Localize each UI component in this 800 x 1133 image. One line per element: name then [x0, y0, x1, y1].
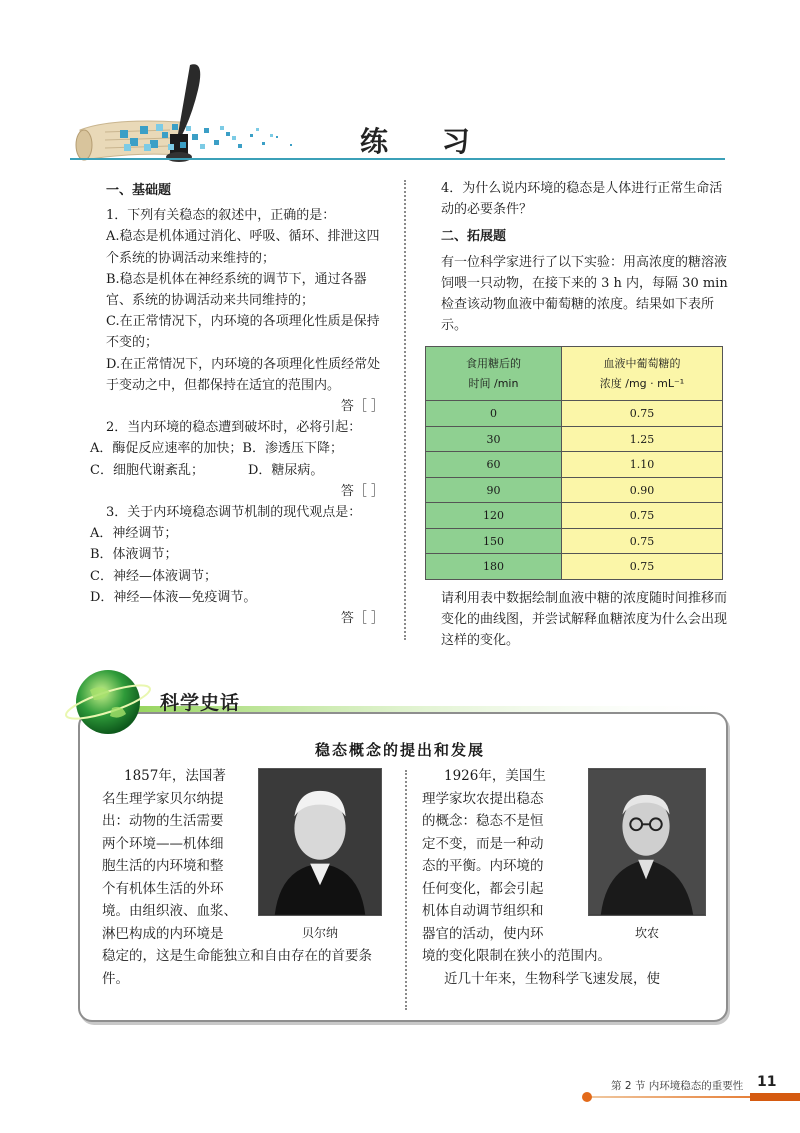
table-row	[426, 401, 723, 427]
page-number: 11	[757, 1074, 777, 1090]
footer-dot	[582, 1092, 592, 1102]
concentration-cell: 0.90	[562, 477, 723, 503]
cannon-line: 机体自动调节组织和	[422, 903, 544, 919]
pixel-mosaic-decoration	[120, 120, 320, 156]
question-3-option-a: A．神经调节；	[90, 526, 178, 542]
concentration-cell: 0.75	[562, 401, 723, 427]
footer-section-title: 第 2 节 内环境稳态的重要性	[611, 1080, 744, 1092]
question-1-option-b: B.稳态是机体在神经系统的调节下，通过各器官、系统的协调活动来共同维持的；	[106, 271, 367, 309]
bernard-line: 胞生活的内环境和整	[102, 858, 224, 874]
question-2-option-c: C．细胞代谢紊乱；	[90, 462, 204, 478]
time-cell: 150	[426, 528, 562, 554]
bernard-caption: 贝尔纳	[301, 926, 338, 940]
cannon-portrait	[588, 768, 706, 916]
bernard-line: 个有机体生活的外环	[102, 880, 224, 897]
question-1-option-a: A.稳态是机体通过消化、呼吸、循环、排泄这四个系统的协调活动来维持的；	[106, 229, 380, 266]
bernard-portrait	[258, 768, 382, 916]
bernard-line: 1857年，法国著	[124, 768, 226, 784]
history-article-title: 稳态概念的提出和发展	[314, 741, 485, 759]
time-cell: 120	[426, 503, 562, 529]
footer-bar	[750, 1093, 800, 1101]
cannon-line: 任何变化，都会引起	[422, 880, 544, 897]
table-row	[426, 528, 723, 554]
table-header-time	[426, 347, 562, 401]
table-row	[426, 477, 723, 503]
conc-header-line-1: 血液中葡萄糖的	[603, 356, 681, 370]
experiment-intro: 有一位科学家进行了以下实验：用高浓度的糖溶液饲喂一只动物，在接下来的 3 h 内，每隔 30 min检查该动物血液中葡萄糖的浓度。结果如下表所示。	[441, 254, 728, 334]
question-1-option-d: D.在正常情况下，内环境的各项理化性质经常处于变动之中，但都保持在适宜的范围内。	[106, 356, 381, 393]
bernard-line: 名生理学家贝尔纳提	[102, 790, 224, 807]
question-2-option-a: A．酶促反应速率的加快；	[90, 441, 243, 457]
question-2-option-d: D．糖尿病。	[248, 462, 324, 478]
question-1-answer-blank[interactable]: 答［ ］	[340, 399, 384, 415]
time-header-line-2: 时间 /min	[468, 376, 519, 390]
concentration-cell: 1.10	[562, 452, 723, 478]
question-2-option-b: B．渗透压下降；	[242, 441, 343, 457]
conc-header-line-2: 浓度 /mg · mL⁻¹	[599, 376, 685, 390]
time-cell: 0	[426, 401, 562, 427]
cannon-line: 器官的活动，使内环	[422, 925, 544, 942]
table-header-row	[426, 347, 723, 401]
concentration-cell: 1.25	[562, 426, 723, 452]
cannon-line: 定不变，而是一种动	[422, 835, 544, 852]
cannon-conclusion: 境的变化限制在狭小的范围内。	[422, 948, 611, 964]
time-cell: 30	[426, 426, 562, 452]
table-row	[426, 426, 723, 452]
glucose-table	[425, 346, 723, 580]
question-2-answer-blank[interactable]: 答［ ］	[340, 483, 384, 499]
globe-icon	[63, 670, 153, 734]
question-4: 4．为什么说内环境的稳态是人体进行正常生命活动的必要条件？	[441, 181, 723, 218]
cannon-caption: 坎农	[634, 926, 659, 940]
table-row	[426, 452, 723, 478]
table-row	[426, 503, 723, 529]
bernard-line: 出：动物的生活需要	[102, 813, 224, 829]
question-3-option-c: C．神经—体液调节；	[90, 568, 217, 584]
column-divider	[404, 180, 406, 640]
time-header-line-1: 食用糖后的	[466, 356, 521, 370]
time-cell: 60	[426, 452, 562, 478]
section-heading-extension: 二、拓展题	[441, 229, 507, 245]
page-title: 练 习	[360, 125, 492, 158]
cannon-line: 理学家坎农提出稳态	[422, 790, 544, 807]
cannon-line: 态的平衡。内环境的	[422, 858, 544, 874]
concentration-cell: 0.75	[562, 528, 723, 554]
question-1-stem: 1．下列有关稳态的叙述中，正确的是：	[106, 208, 336, 224]
cannon-continuation: 近几十年来，生物科学飞速发展，使	[444, 970, 660, 987]
bernard-line: 淋巴构成的内环境是	[102, 925, 224, 942]
time-cell: 90	[426, 477, 562, 503]
bernard-line: 境。由组织液、血浆、	[102, 903, 237, 919]
question-3-stem: 3．关于内环境稳态调节机制的现代观点是：	[106, 505, 362, 521]
table-row	[426, 554, 723, 580]
concentration-cell: 0.75	[562, 503, 723, 529]
time-cell: 180	[426, 554, 562, 580]
extension-exercises	[425, 178, 730, 652]
bernard-conclusion: 稳定的，这是生命能独立和自由存在的首要条件。	[102, 948, 372, 987]
question-2-options-row-2	[90, 460, 390, 481]
question-3-option-d: D．神经—体液—免疫调节。	[90, 589, 257, 605]
section-heading-basic: 一、基础题	[106, 183, 172, 198]
question-2-options-row-1	[90, 438, 390, 459]
history-column-divider	[405, 770, 407, 1010]
question-1-option-c: C.在正常情况下，内环境的各项理化性质是保持不变的；	[106, 314, 380, 351]
question-2-stem: 2．当内环境的稳态遭到破坏时，必将引起：	[106, 420, 362, 436]
science-history-label: 科学史话	[160, 692, 241, 714]
question-3-answer-blank[interactable]: 答［ ］	[340, 611, 384, 627]
concentration-cell: 0.75	[562, 554, 723, 580]
question-3-option-b: B．体液调节；	[90, 547, 178, 563]
bernard-line: 两个环境——机体细	[102, 835, 224, 852]
experiment-task: 请利用表中数据绘制血液中糖的浓度随时间推移而变化的曲线图，并尝试解释血糖浓度为什么会出现这样的变化。	[441, 590, 728, 649]
cannon-line: 1926年，美国生	[444, 768, 546, 784]
table-header-concentration	[562, 347, 723, 401]
cannon-line: 的概念：稳态不是恒	[422, 813, 544, 829]
basic-exercises	[90, 178, 390, 629]
